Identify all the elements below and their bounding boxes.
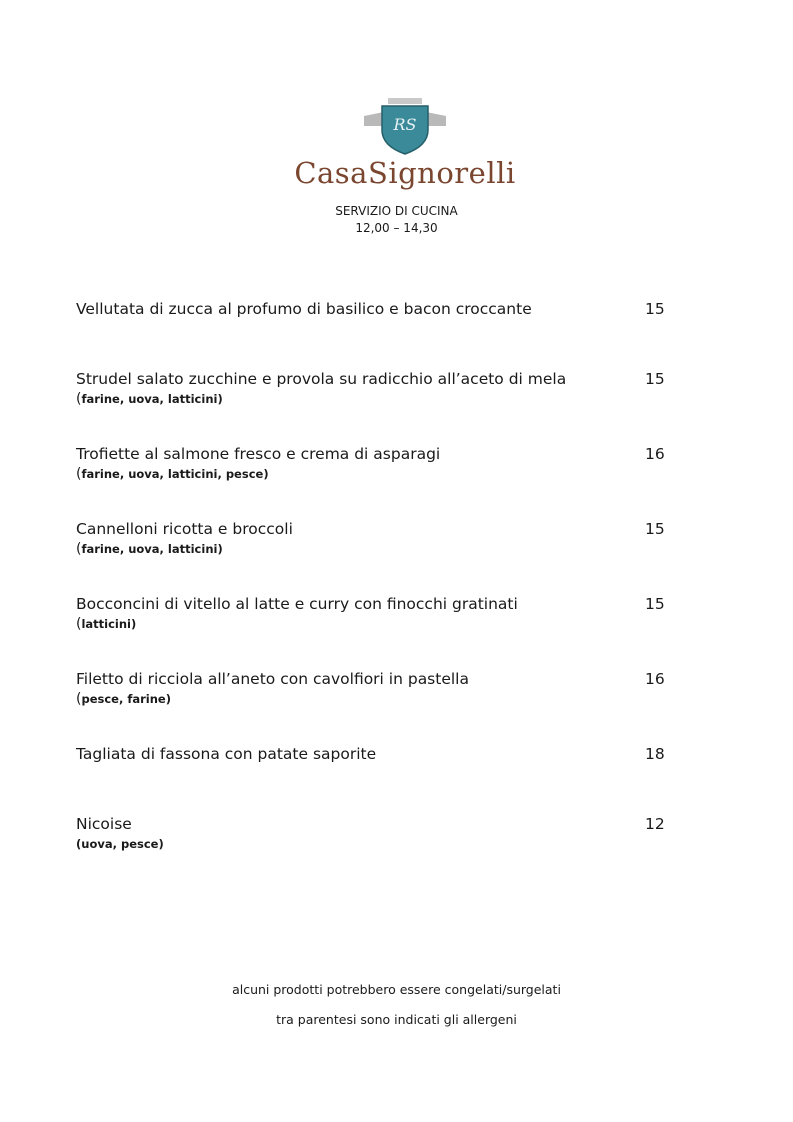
- dish-price: 12: [645, 815, 665, 833]
- logo: [290, 96, 520, 190]
- dish-allergens: (latticini): [76, 616, 137, 632]
- dish-name: Tagliata di fassona con patate saporite: [76, 745, 377, 763]
- service-hours: 12,00 – 14,30: [355, 221, 438, 235]
- menu-item: [76, 519, 676, 557]
- menu-item: [76, 594, 676, 632]
- dish-allergens: (farine, uova, latticini): [76, 541, 223, 557]
- dish-allergens: (farine, uova, latticini): [76, 391, 223, 407]
- dish-allergens: (pesce, farine): [76, 691, 171, 707]
- dish-name: Bocconcini di vitello al latte e curry con finocchi gratinati: [76, 595, 518, 613]
- menu-item: [76, 369, 676, 407]
- dish-price: 15: [645, 520, 665, 538]
- dish-price: 18: [645, 745, 665, 763]
- menu-item: [76, 669, 676, 707]
- dish-name: Nicoise: [76, 815, 132, 833]
- logo-monogram: RS: [393, 115, 417, 134]
- service-title: SERVIZIO DI CUCINA: [335, 204, 458, 218]
- menu-item: [76, 814, 676, 852]
- dish-price: 15: [645, 595, 665, 613]
- dish-price: 16: [645, 670, 665, 688]
- menu-item: [76, 744, 676, 764]
- dish-price: 15: [645, 300, 665, 318]
- dish-allergens: (uova, pesce): [76, 837, 164, 851]
- dish-price: 16: [645, 445, 665, 463]
- menu-item: [76, 299, 676, 319]
- dish-price: 15: [645, 370, 665, 388]
- service-info: [0, 203, 793, 237]
- brand-name: CasaSignorelli: [294, 156, 516, 190]
- dish-name: Vellutata di zucca al profumo di basilico e bacon croccante: [76, 300, 532, 318]
- footer-note-frozen: alcuni prodotti potrebbero essere congelati/surgelati: [232, 982, 561, 997]
- dish-name: Trofiette al salmone fresco e crema di asparagi: [76, 445, 441, 463]
- dish-allergens: (farine, uova, latticini, pesce): [76, 466, 269, 482]
- dish-name: Cannelloni ricotta e broccoli: [76, 520, 293, 538]
- dish-name: Strudel salato zucchine e provola su radicchio all’aceto di mela: [76, 370, 567, 388]
- dish-name: Filetto di ricciola all’aneto con cavolfiori in pastella: [76, 670, 469, 688]
- footer-note-allergens: tra parentesi sono indicati gli allergeni: [276, 1012, 517, 1027]
- menu-item: [76, 444, 676, 482]
- crest-emblem: [360, 96, 450, 156]
